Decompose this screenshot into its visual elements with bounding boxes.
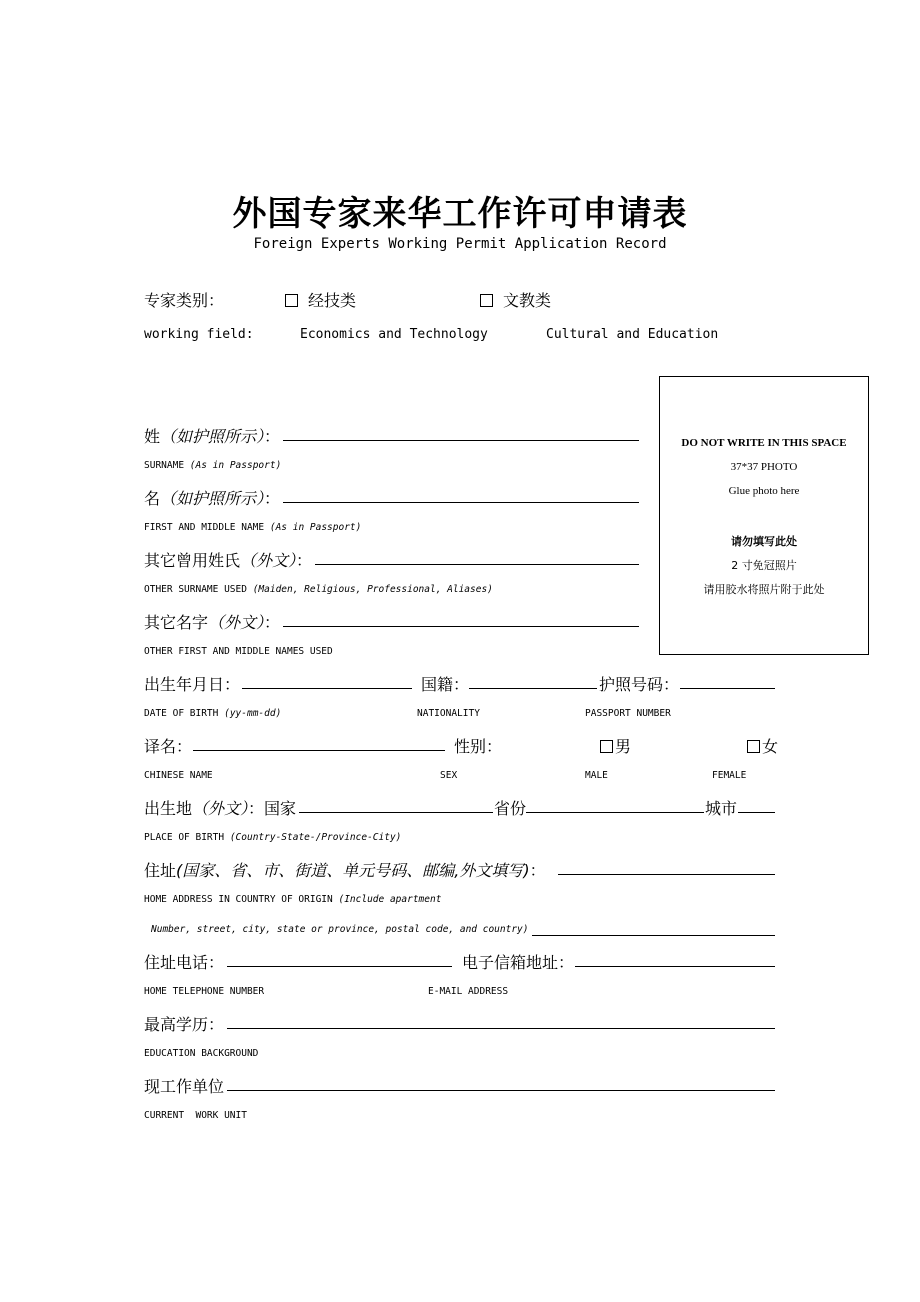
address-input-line2[interactable]	[532, 935, 775, 936]
education-input[interactable]	[227, 1028, 775, 1029]
phone-label-en: HOME TELEPHONE NUMBER	[144, 986, 265, 997]
education-label: 最高学历：	[144, 1015, 225, 1034]
surname-label-en: SURNAME (As in Passport)	[144, 460, 282, 471]
male-label-en: MALE	[585, 770, 608, 781]
checkbox-culture[interactable]	[480, 294, 493, 307]
address-label: 住址(国家、省、市、街道、单元号码、邮编,外文填写)：	[144, 861, 546, 880]
form-subtitle: Foreign Experts Working Permit Application Record	[253, 236, 667, 252]
sex-option-male[interactable]: 男	[600, 734, 631, 757]
other-surname-label-en: OTHER SURNAME USED (Maiden, Religious, Professional, Aliases)	[144, 584, 493, 595]
photo-box-warning-cn: 请勿填写此处	[731, 535, 797, 548]
surname-input[interactable]	[283, 440, 639, 441]
photo-box-instruction-cn: 请用胶水将照片附于此处	[703, 583, 825, 596]
checkbox-female[interactable]	[747, 740, 760, 753]
birth-country-input[interactable]	[299, 812, 493, 813]
address-label-en: HOME ADDRESS IN COUNTRY OF ORIGIN (Include apartment	[144, 894, 442, 905]
photo-box	[659, 376, 869, 655]
passport-label: 护照号码：	[599, 675, 680, 694]
phone-label: 住址电话：	[144, 953, 225, 972]
other-names-label: 其它名字（外文）：	[144, 613, 281, 632]
chinese-name-label-en: CHINESE NAME	[144, 770, 213, 781]
working-field-culture: Cultural and Education	[546, 327, 719, 342]
work-unit-label-en: CURRENT WORK UNIT	[144, 1110, 247, 1121]
email-label-en: E-MAIL ADDRESS	[428, 986, 509, 997]
birth-province-label: 省份	[494, 799, 527, 818]
first-name-label-en: FIRST AND MIDDLE NAME (As in Passport)	[144, 522, 362, 533]
category-label: 专家类别：	[144, 291, 225, 310]
birth-province-input[interactable]	[526, 812, 704, 813]
other-surname-input[interactable]	[315, 564, 639, 565]
dob-label: 出生年月日：	[144, 675, 241, 694]
education-label-en: EDUCATION BACKGROUND	[144, 1048, 259, 1059]
birthplace-label-en: PLACE OF BIRTH (Country-State-/Province-City)	[144, 832, 402, 843]
birthplace-label: 出生地（外文）：国家	[144, 799, 297, 818]
work-unit-input[interactable]	[227, 1090, 775, 1091]
other-names-input[interactable]	[283, 626, 639, 627]
phone-input[interactable]	[227, 966, 452, 967]
sex-label-en: SEX	[440, 770, 458, 781]
nationality-label: 国籍：	[421, 675, 470, 694]
birth-city-label: 城市	[705, 799, 738, 818]
sex-option-female[interactable]: 女	[747, 734, 778, 757]
category-option-culture[interactable]: 文教类	[480, 288, 551, 311]
photo-box-warning: DO NOT WRITE IN THIS SPACE	[681, 437, 847, 449]
address-input[interactable]	[558, 874, 775, 875]
chinese-name-label: 译名：	[144, 737, 193, 756]
other-names-label-en: OTHER FIRST AND MIDDLE NAMES USED	[144, 646, 333, 657]
other-surname-label: 其它曾用姓氏（外文）：	[144, 551, 313, 570]
working-field-econ: Economics and Technology	[300, 327, 488, 342]
chinese-name-input[interactable]	[193, 750, 445, 751]
address-label-en-line2: Number, street, city, state or province, postal code, and country)	[151, 924, 529, 935]
work-unit-label: 现工作单位	[144, 1077, 225, 1096]
first-name-label: 名（如护照所示）：	[144, 489, 281, 508]
passport-input[interactable]	[680, 688, 775, 689]
form-title: 外国专家来华工作许可申请表	[232, 194, 688, 234]
checkbox-male[interactable]	[600, 740, 613, 753]
category-option-econ[interactable]: 经技类	[285, 288, 356, 311]
photo-box-instruction: Glue photo here	[728, 485, 800, 497]
female-label-en: FEMALE	[712, 770, 747, 781]
photo-box-size: 37*37 PHOTO	[730, 461, 798, 473]
photo-box-size-cn: 2 寸免冠照片	[731, 559, 797, 572]
birth-city-input[interactable]	[738, 812, 775, 813]
email-label: 电子信箱地址：	[462, 953, 575, 972]
surname-label: 姓（如护照所示）：	[144, 427, 281, 446]
dob-label-en: DATE OF BIRTH (yy-mm-dd)	[144, 708, 282, 719]
sex-label: 性别：	[454, 737, 503, 756]
passport-label-en: PASSPORT NUMBER	[585, 708, 671, 719]
checkbox-econ[interactable]	[285, 294, 298, 307]
nationality-label-en: NATIONALITY	[417, 708, 480, 719]
working-field-label: working field:	[144, 327, 254, 342]
dob-input[interactable]	[242, 688, 412, 689]
first-name-input[interactable]	[283, 502, 639, 503]
email-input[interactable]	[575, 966, 775, 967]
nationality-input[interactable]	[469, 688, 597, 689]
